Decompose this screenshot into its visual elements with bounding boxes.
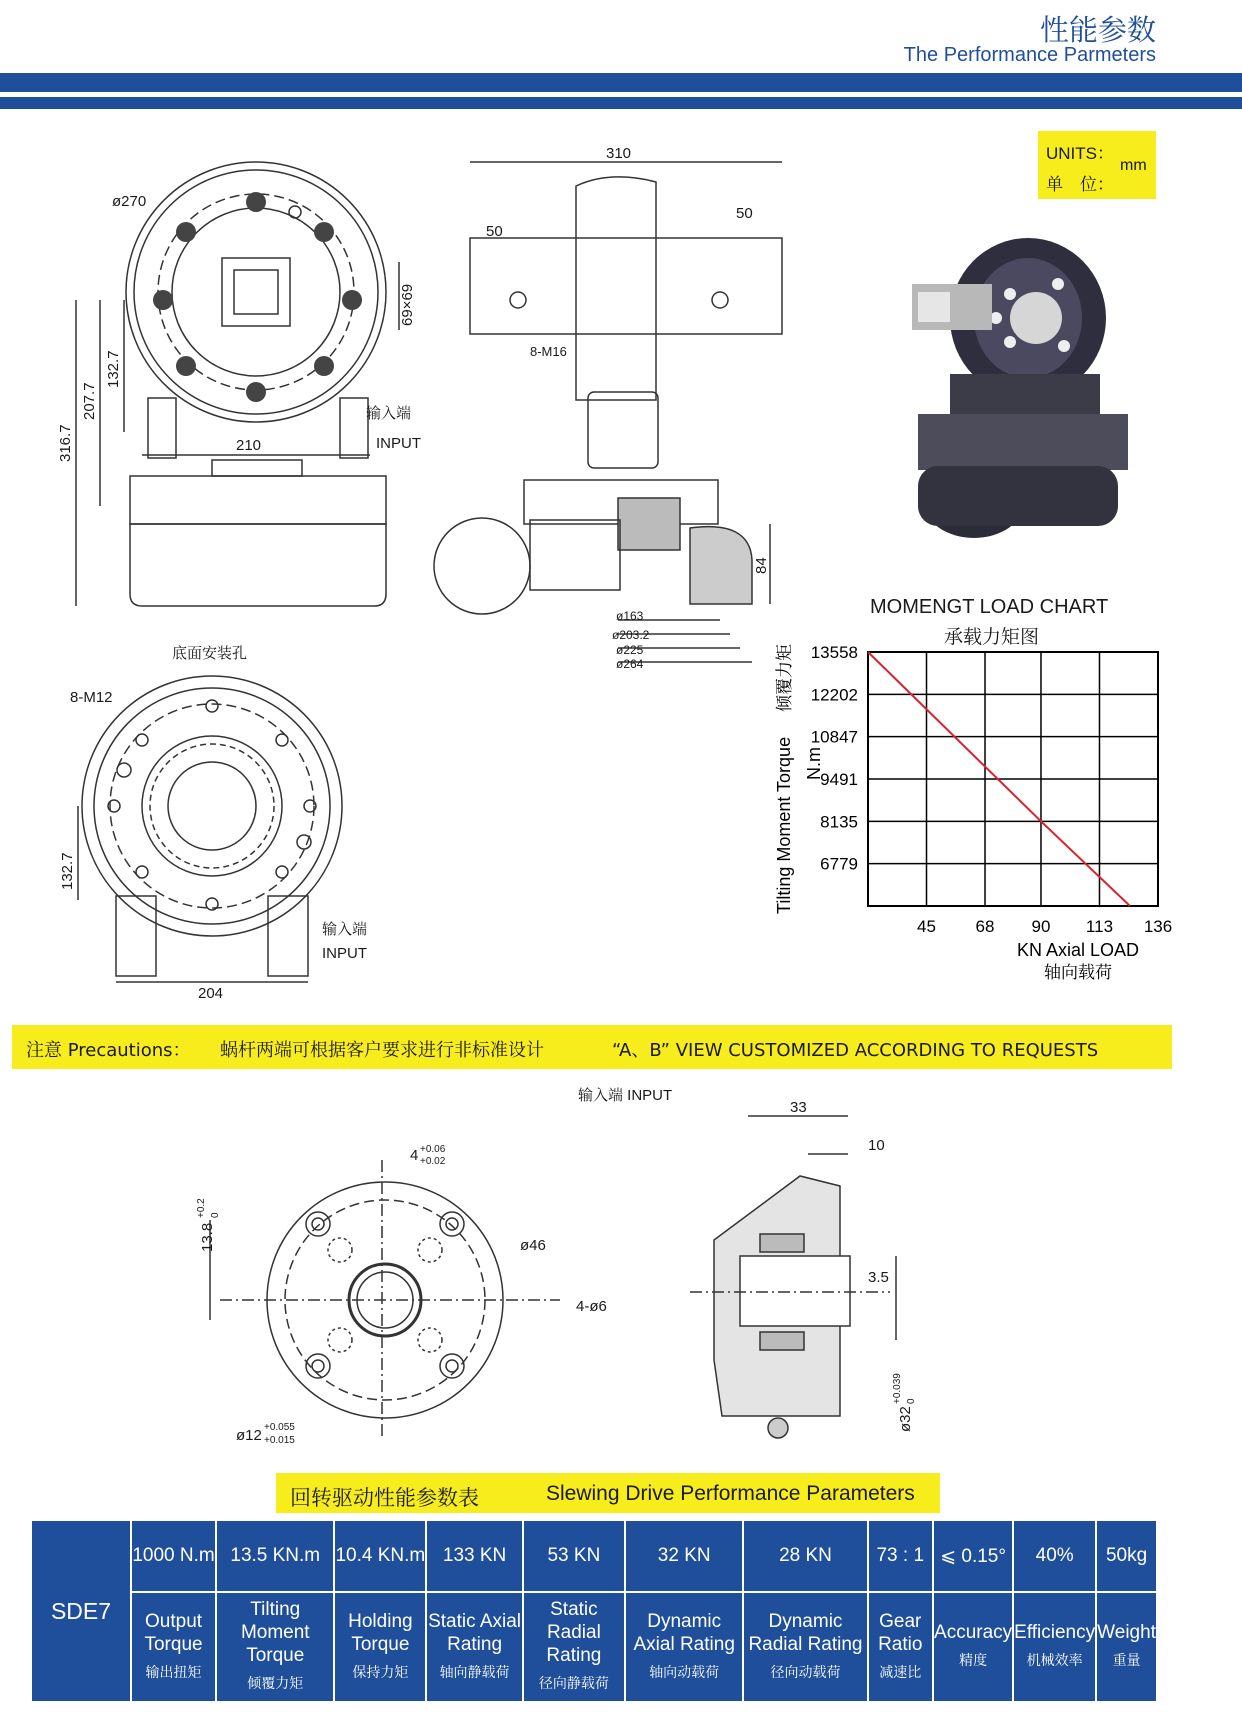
table-values-row	[31, 1520, 1157, 1592]
precautions-label: 注意 Precautions：	[26, 1040, 191, 1061]
y-axis-label: Tilting Moment Torque	[774, 736, 794, 914]
key-width-label: 4	[410, 1147, 419, 1164]
y-tick-label: 8135	[820, 812, 858, 832]
performance-table	[30, 1519, 1158, 1703]
bore-tol-low: 0	[906, 1398, 917, 1404]
bore-dia-label: ø32	[897, 1406, 914, 1432]
bottom-width-label: 204	[198, 985, 224, 1002]
key-tol-up: +0.06	[420, 1144, 446, 1155]
bottom-input-en: INPUT	[322, 945, 367, 962]
chart-subtitle: 承载力矩图	[944, 626, 1040, 648]
shaft-tol-up: +0.055	[264, 1422, 295, 1433]
x-tick-label: 113	[1085, 917, 1114, 936]
y-axis-unit: N.m	[804, 747, 824, 780]
depth-label: 3.5	[868, 1269, 889, 1286]
front-input-en: INPUT	[376, 435, 421, 452]
label-cell	[868, 1592, 934, 1702]
label-cn: 机械效率	[1026, 1653, 1083, 1669]
label-en: Static Radial Rating	[546, 1599, 602, 1666]
label-cell	[1013, 1592, 1096, 1702]
value-cell: 10.4 KN.m	[334, 1520, 426, 1592]
y-tick-label: 10847	[810, 727, 858, 747]
input-detail-title: 输入端 INPUT	[578, 1087, 673, 1104]
front-width-label: 210	[236, 437, 262, 454]
units-label-cn: 单 位：	[1046, 175, 1114, 195]
holes-label: 4-ø6	[576, 1298, 607, 1315]
label-en: Dynamic Axial Rating	[633, 1610, 735, 1655]
key-tol-low: +0.02	[420, 1156, 446, 1167]
input-front-view	[210, 1160, 560, 1440]
dia46-label: ø46	[520, 1237, 546, 1254]
label-cell	[933, 1592, 1013, 1702]
side-holes-label: 8-M16	[530, 344, 567, 359]
table-title-cn: 回转驱动性能参数表	[290, 1486, 479, 1510]
x-axis-label: KN Axial LOAD	[1016, 940, 1140, 960]
label-cell	[426, 1592, 523, 1702]
bottom-holes-label: 8-M12	[70, 689, 113, 706]
key-height-label: 13.8	[199, 1222, 216, 1252]
label-cn: 倾覆力矩	[247, 1676, 304, 1692]
y-tick-label: 6779	[820, 854, 858, 874]
label-en: Static Axial Rating	[428, 1610, 522, 1655]
x-tick-label: 45	[917, 917, 936, 936]
side-d1-label: ø163	[616, 609, 644, 623]
side-right-off-label: 50	[736, 205, 753, 222]
shaft-tol-low: +0.015	[264, 1435, 295, 1446]
label-en: Dynamic Radial Rating	[748, 1610, 863, 1655]
label-cell	[131, 1592, 216, 1702]
label-cn: 轴向动载荷	[649, 1664, 720, 1681]
label-en: Gear Ratio	[878, 1610, 923, 1655]
input-section-view	[690, 1116, 896, 1438]
model-cell: SDE7	[31, 1520, 131, 1702]
label-cn: 径向动载荷	[770, 1664, 841, 1681]
y-tick-label: 12202	[810, 685, 858, 705]
label-cell	[1096, 1592, 1157, 1702]
x-tick-label: 68	[975, 917, 995, 936]
x-axis-label-cn: 轴向载荷	[1044, 963, 1112, 980]
table-title-en: Slewing Drive Performance Parameters	[546, 1482, 915, 1505]
label-cell	[334, 1592, 426, 1702]
label-en: Efficiency	[1014, 1622, 1096, 1643]
label-en: Tilting Moment Torque	[240, 1599, 310, 1666]
label-cell	[743, 1592, 867, 1702]
side-d2-label: ø203.2	[612, 628, 650, 642]
label-cn: 输出扭矩	[145, 1664, 202, 1681]
front-height3-label: 132.7	[105, 350, 122, 388]
value-cell: 53 KN	[523, 1520, 625, 1592]
len10-label: 10	[868, 1137, 885, 1154]
value-cell: 32 KN	[625, 1520, 744, 1592]
value-cell: 28 KN	[743, 1520, 867, 1592]
y-axis-label-cn: 倾覆力矩	[775, 644, 795, 712]
key-height-tol-up: +0.2	[196, 1198, 207, 1218]
front-height2-label: 207.7	[81, 382, 98, 420]
moment-load-chart	[760, 630, 1180, 980]
label-cell	[216, 1592, 334, 1702]
label-en: Weight	[1097, 1622, 1156, 1643]
page-title-cn: 性能参数	[1039, 13, 1156, 47]
label-cn: 径向静载荷	[538, 1676, 609, 1692]
label-cn: 保持力矩	[352, 1664, 409, 1681]
value-cell: 133 KN	[426, 1520, 523, 1592]
front-square-label: 69×69	[399, 283, 416, 326]
shaft-dia-label: ø12	[236, 1427, 262, 1444]
label-cn: 精度	[959, 1653, 988, 1669]
bottom-view-drawing	[78, 676, 342, 982]
value-cell: 13.5 KN.m	[216, 1520, 334, 1592]
input-detail-drawing	[0, 1080, 1242, 1460]
front-height1-label: 316.7	[57, 424, 74, 462]
bore-tol-up: +0.039	[892, 1373, 903, 1404]
front-input-cn: 输入端	[366, 405, 412, 422]
key-height-tol-low: 0	[210, 1212, 221, 1218]
label-en: Holding Torque	[348, 1610, 413, 1655]
precautions-banner	[12, 1025, 1172, 1069]
header-band-thin	[0, 97, 1242, 109]
units-value: mm	[1120, 157, 1147, 174]
y-tick-label: 9491	[820, 769, 858, 789]
units-label-en: UNITS：	[1046, 144, 1114, 163]
side-d4-label: ø264	[616, 657, 644, 671]
front-dia-label: ø270	[112, 193, 147, 210]
table-title	[276, 1473, 940, 1513]
side-left-off-label: 50	[486, 223, 503, 240]
side-d3-label: ø225	[616, 643, 644, 657]
label-cell	[625, 1592, 744, 1702]
precautions-text-cn: 蜗杆两端可根据客户要求进行非标准设计	[220, 1040, 544, 1061]
y-tick-label: 13558	[810, 643, 858, 662]
bottom-height-label: 132.7	[59, 852, 76, 890]
side-width-label: 310	[606, 145, 632, 162]
x-tick-label: 90	[1031, 917, 1051, 936]
bottom-title: 底面安装孔	[172, 645, 248, 662]
table-labels-row	[31, 1592, 1157, 1702]
side-height-label: 84	[753, 557, 770, 574]
label-cell	[523, 1592, 625, 1702]
label-en: Output Torque	[144, 1610, 203, 1655]
label-en: Accuracy	[934, 1622, 1013, 1643]
value-cell: ⩽ 0.15°	[933, 1520, 1013, 1592]
page-title-en: The Performance Parmeters	[903, 44, 1156, 66]
label-cn: 减速比	[879, 1664, 922, 1681]
len33-label: 33	[790, 1099, 807, 1116]
value-cell: 50kg	[1096, 1520, 1157, 1592]
label-cn: 轴向静载荷	[439, 1664, 510, 1681]
header-band	[0, 73, 1242, 92]
value-cell: 1000 N.m	[131, 1520, 216, 1592]
precautions-text-en: “A、B” VIEW CUSTOMIZED ACCORDING TO REQUESTS	[612, 1040, 1099, 1061]
label-cn: 重量	[1112, 1653, 1141, 1669]
front-view-drawing	[76, 162, 399, 606]
value-cell: 73 : 1	[868, 1520, 934, 1592]
value-cell: 40%	[1013, 1520, 1096, 1592]
chart-title: MOMENGT LOAD CHART	[870, 596, 1109, 618]
product-image	[888, 218, 1128, 558]
x-tick-label: 136	[1143, 917, 1173, 936]
bottom-input-cn: 输入端	[322, 921, 368, 938]
